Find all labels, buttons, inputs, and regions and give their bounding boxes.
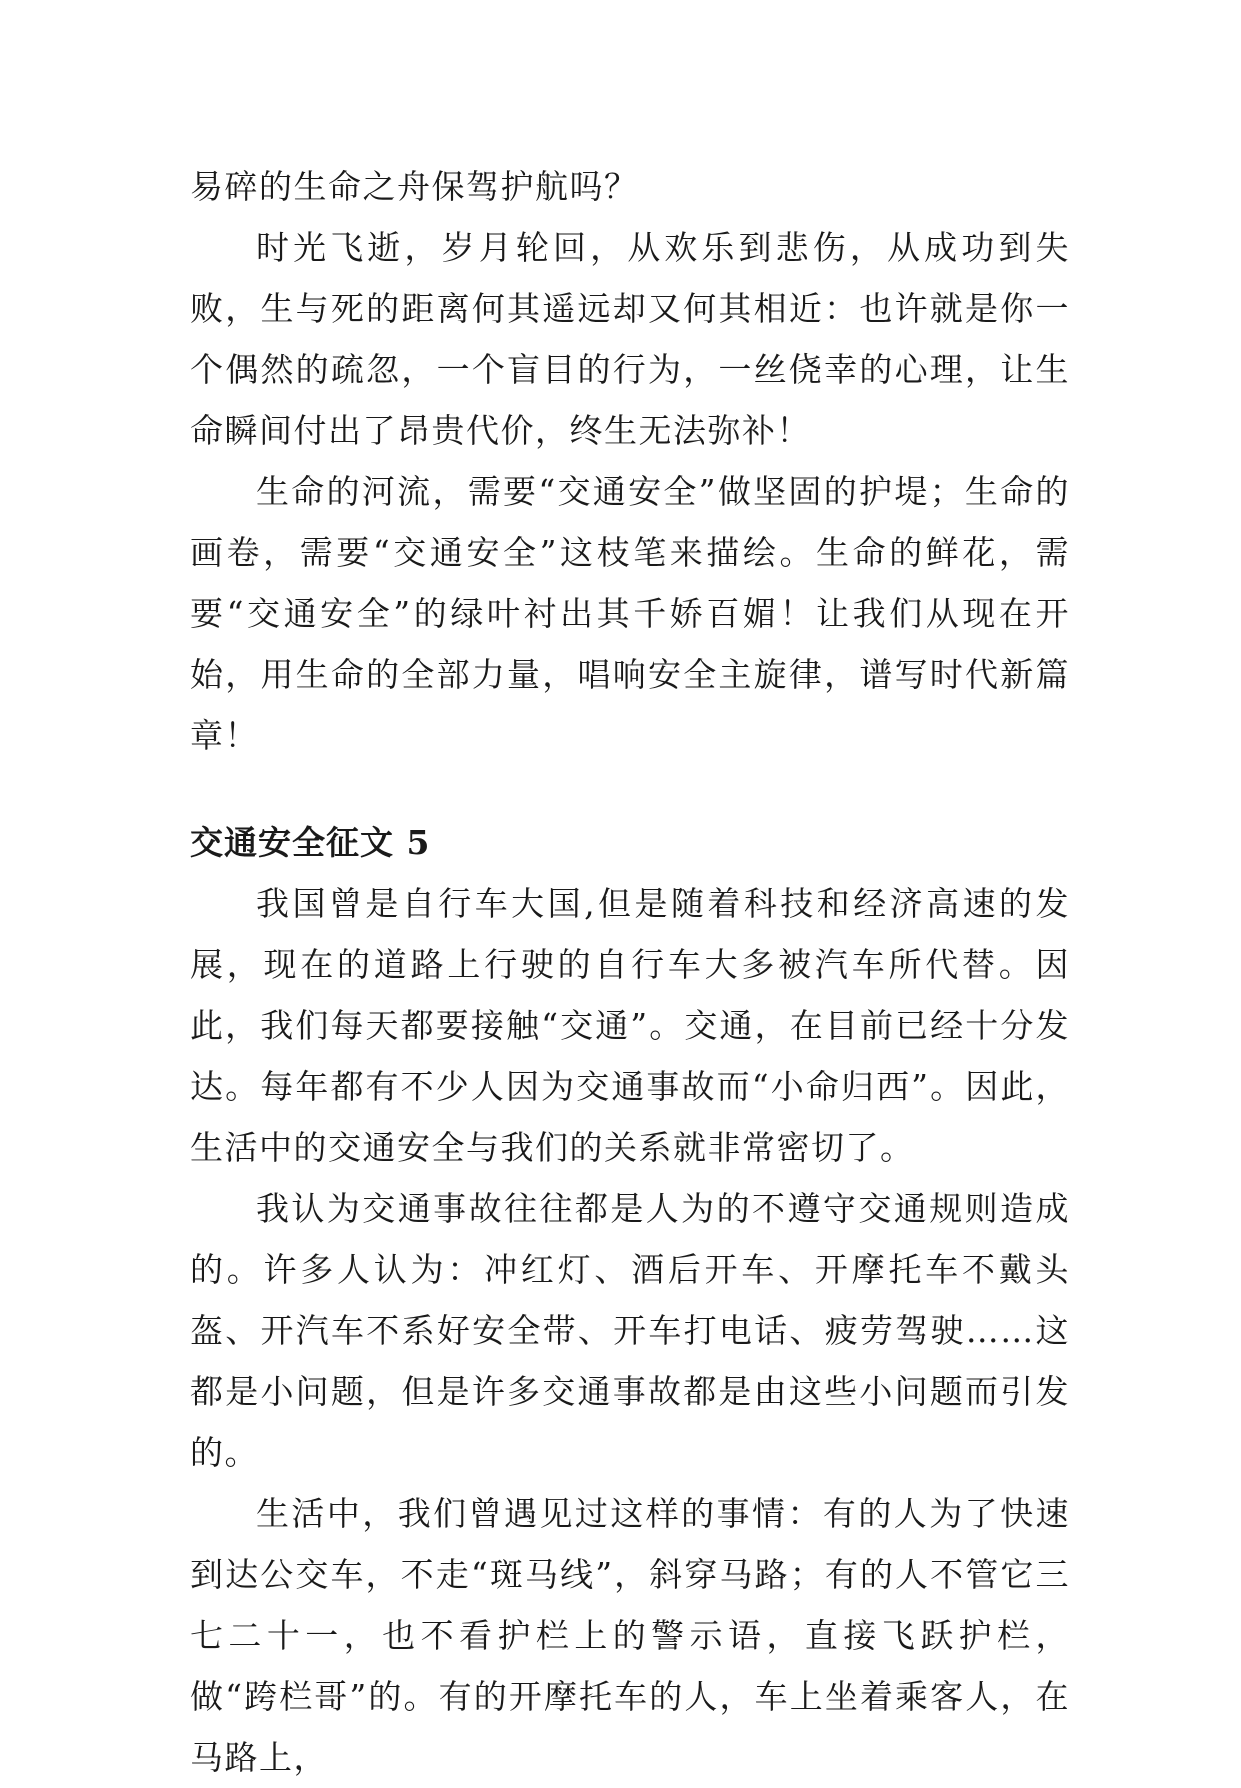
section-gap	[190, 766, 1070, 812]
paragraph-continuation: 易碎的生命之舟保驾护航吗？	[190, 167, 639, 206]
document-body	[190, 156, 1070, 1788]
paragraph-human-causes: 我认为交通事故往往都是人为的不遵守交通规则造成的。许多人认为：冲红灯、酒后开车、开摩托车不戴头盔、开汽车不系好安全带、开车打电话、疲劳驾驶……这都是小问题，但是许多交通事故都是由这些小问题而引发的。	[190, 1189, 1070, 1472]
paragraph-daily-life: 生活中，我们曾遇见过这样的事情：有的人为了快速到达公交车，不走“斑马线”，斜穿马路；有的人不管它三七二十一，也不看护栏上的警示语，直接飞跃护栏，做“跨栏哥”的。有的开摩托车的人，车上坐着乘客人，在马路上，	[190, 1494, 1070, 1777]
paragraph-time-flies: 时光飞逝，岁月轮回，从欢乐到悲伤，从成功到失败，生与死的距离何其遥远却又何其相近：也许就是你一个偶然的疏忽，一个盲目的行为，一丝侥幸的心理，让生命瞬间付出了昂贵代价，终生无法弥补！	[190, 228, 1070, 450]
section-heading: 交通安全征文 5	[190, 823, 431, 862]
paragraph-bicycle-nation: 我国曾是自行车大国,但是随着科技和经济高速的发展，现在的道路上行驶的自行车大多被汽车所代替。因此，我们每天都要接触“交通”。交通，在目前已经十分发达。每年都有不少人因为交通事故而“小命归西”。因此，生活中的交通安全与我们的关系就非常密切了。	[190, 884, 1070, 1167]
paragraph-river-of-life: 生命的河流，需要“交通安全”做坚固的护堤；生命的画卷，需要“交通安全”这枝笔来描绘。生命的鲜花，需要“交通安全”的绿叶衬出其千娇百媚！让我们从现在开始，用生命的全部力量，唱响安全主旋律，谱写时代新篇章！	[190, 472, 1070, 755]
